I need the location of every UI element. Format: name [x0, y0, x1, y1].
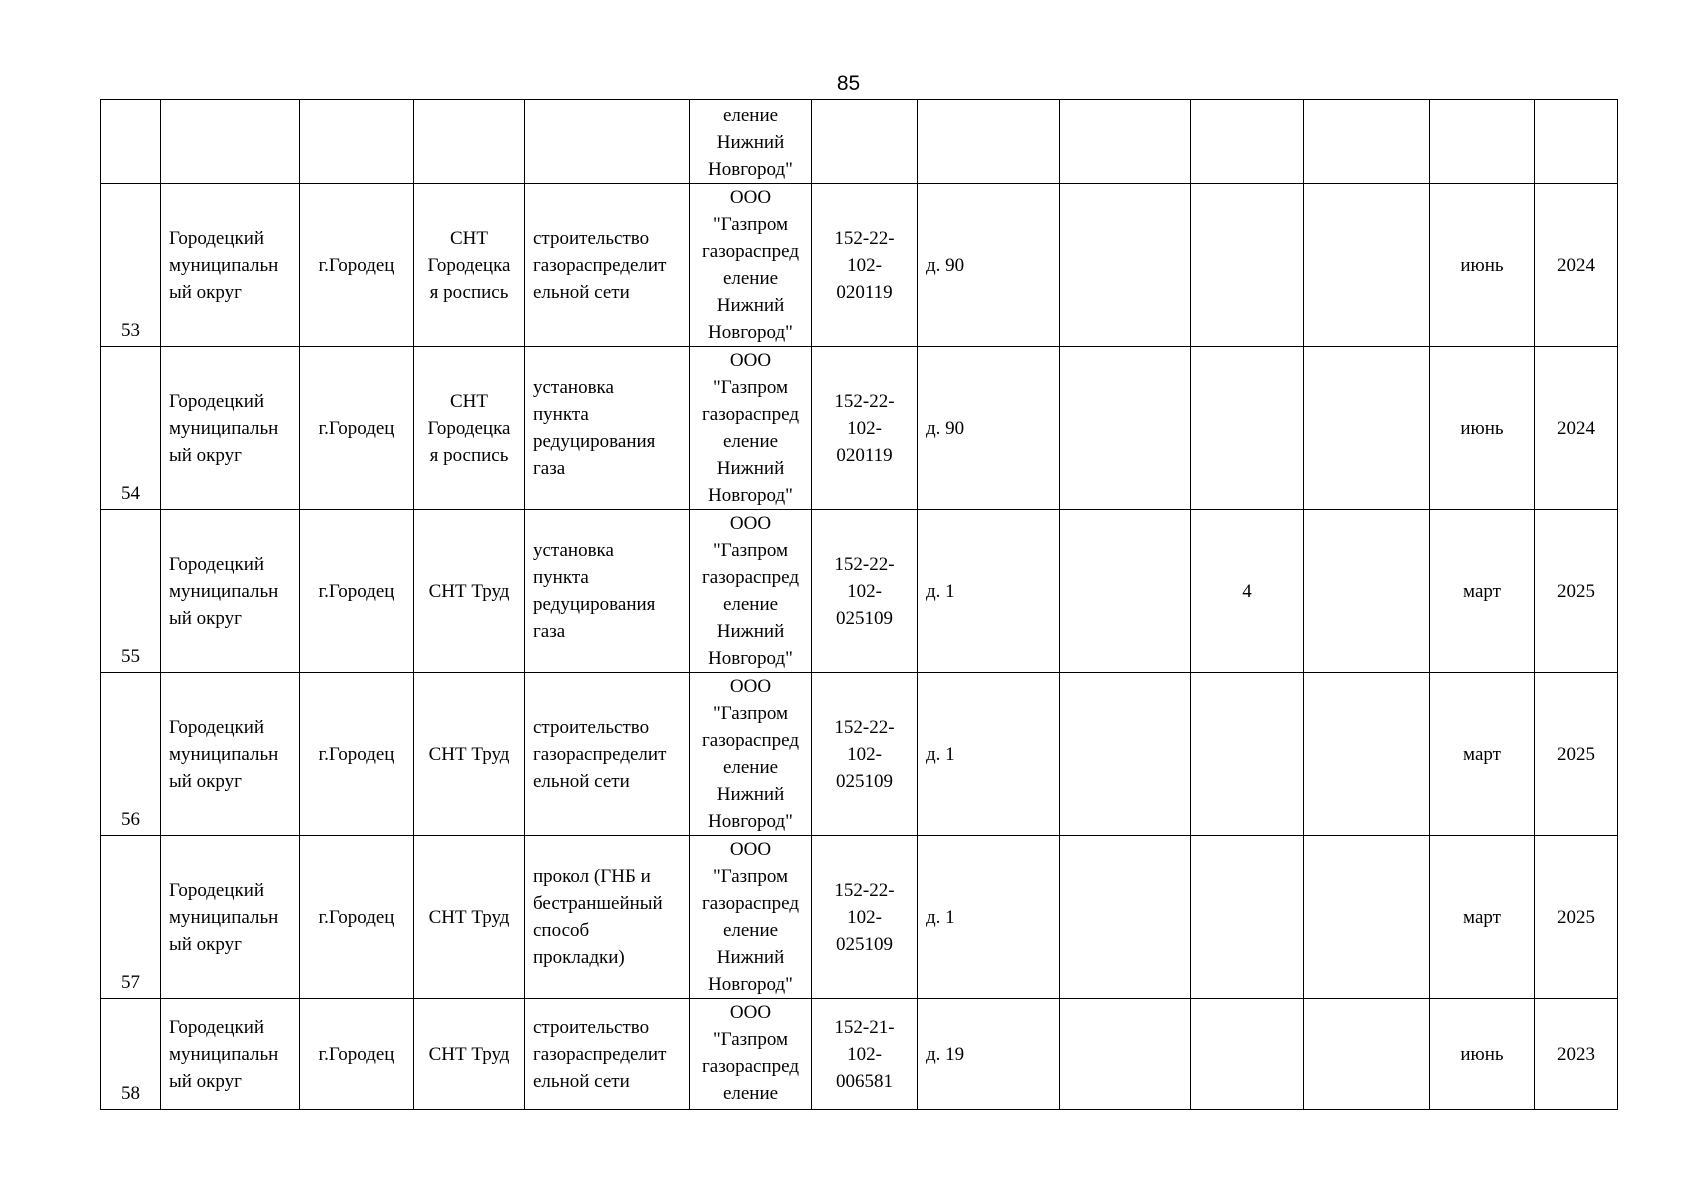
cell-blank-1 [1060, 673, 1191, 836]
cell-month: март [1430, 673, 1535, 836]
cell-blank-1 [1060, 999, 1191, 1110]
data-table [100, 99, 1618, 1110]
cell-year: 2025 [1535, 510, 1618, 673]
cell-district: Городецкий муниципальн ый округ [161, 999, 300, 1110]
cell-work: прокол (ГНБ и бестраншейный способ прокладки) [525, 836, 690, 999]
cell-object [414, 100, 525, 184]
cell-month: март [1430, 510, 1535, 673]
cell-org: ООО "Газпром газораспред еление Нижний Новгород" [690, 347, 812, 510]
cell-work [525, 100, 690, 184]
cell-num: 57 [101, 836, 161, 999]
cell-district: Городецкий муниципальн ый округ [161, 510, 300, 673]
cell-qty [1191, 184, 1304, 347]
cell-blank-2 [1191, 100, 1304, 184]
cell-month: март [1430, 836, 1535, 999]
cell-num: 55 [101, 510, 161, 673]
cell-qty: 4 [1191, 510, 1304, 673]
cell-work: строительство газораспределит ельной сети [525, 673, 690, 836]
cell-num: 54 [101, 347, 161, 510]
cell-year: 2024 [1535, 347, 1618, 510]
cell-work: установка пункта редуцирования газа [525, 510, 690, 673]
cell-blank-3 [1304, 673, 1430, 836]
cell-address: д. 19 [918, 999, 1060, 1110]
cell-code: 152-22- 102- 020119 [812, 184, 918, 347]
cell-address: д. 1 [918, 836, 1060, 999]
cell-address: д. 1 [918, 510, 1060, 673]
cell-work: строительство газораспределит ельной сети [525, 184, 690, 347]
cell-blank-1 [1060, 184, 1191, 347]
cell-blank-3 [1304, 999, 1430, 1110]
cell-city: г.Городец [300, 673, 414, 836]
cell-object: СНТ Труд [414, 510, 525, 673]
cell-blank-3 [1304, 347, 1430, 510]
cell-code [812, 100, 918, 184]
cell-blank-1 [1060, 836, 1191, 999]
cell-code: 152-22- 102- 025109 [812, 673, 918, 836]
cell-object: СНТ Труд [414, 999, 525, 1110]
table-row [101, 999, 1618, 1110]
cell-object: СНТ Городецка я роспись [414, 184, 525, 347]
cell-district: Городецкий муниципальн ый округ [161, 184, 300, 347]
cell-code: 152-21- 102- 006581 [812, 999, 918, 1110]
cell-year: 2025 [1535, 673, 1618, 836]
cell-district: Городецкий муниципальн ый округ [161, 347, 300, 510]
page-number: 85 [836, 72, 861, 95]
cell-city [300, 100, 414, 184]
cell-year: 2023 [1535, 999, 1618, 1110]
cell-num: 53 [101, 184, 161, 347]
table-row [101, 673, 1618, 836]
cell-city: г.Городец [300, 510, 414, 673]
cell-work: установка пункта редуцирования газа [525, 347, 690, 510]
table-row [101, 510, 1618, 673]
cell-object: СНТ Труд [414, 673, 525, 836]
cell-code: 152-22- 102- 020119 [812, 347, 918, 510]
cell-qty [1191, 836, 1304, 999]
cell-blank-3 [1304, 510, 1430, 673]
cell-address: д. 1 [918, 673, 1060, 836]
cell-month: июнь [1430, 184, 1535, 347]
cell-org: еление Нижний Новгород" [690, 100, 812, 184]
cell-month: июнь [1430, 999, 1535, 1110]
cell-object: СНТ Городецка я роспись [414, 347, 525, 510]
cell-org: ООО "Газпром газораспред еление [690, 999, 812, 1110]
cell-address: д. 90 [918, 184, 1060, 347]
cell-year [1535, 100, 1618, 184]
cell-district: Городецкий муниципальн ый округ [161, 836, 300, 999]
cell-qty [1191, 347, 1304, 510]
table-row [101, 347, 1618, 510]
cell-blank-1 [1060, 100, 1191, 184]
cell-city: г.Городец [300, 999, 414, 1110]
cell-org: ООО "Газпром газораспред еление Нижний Новгород" [690, 836, 812, 999]
table-row [101, 836, 1618, 999]
cell-blank-3 [1304, 184, 1430, 347]
cell-org: ООО "Газпром газораспред еление Нижний Новгород" [690, 673, 812, 836]
cell-object: СНТ Труд [414, 836, 525, 999]
cell-org: ООО "Газпром газораспред еление Нижний Новгород" [690, 510, 812, 673]
cell-city: г.Городец [300, 347, 414, 510]
cell-code: 152-22- 102- 025109 [812, 510, 918, 673]
cell-address: д. 90 [918, 347, 1060, 510]
table-row [101, 184, 1618, 347]
cell-blank-3 [1304, 836, 1430, 999]
cell-month: июнь [1430, 347, 1535, 510]
cell-org: ООО "Газпром газораспред еление Нижний Новгород" [690, 184, 812, 347]
cell-month [1430, 100, 1535, 184]
cell-year: 2024 [1535, 184, 1618, 347]
cell-district: Городецкий муниципальн ый округ [161, 673, 300, 836]
cell-code: 152-22- 102- 025109 [812, 836, 918, 999]
cell-qty [1191, 673, 1304, 836]
cell-blank-1 [1060, 510, 1191, 673]
cell-num [101, 100, 161, 184]
table-row-continued [101, 100, 1618, 184]
cell-district [161, 100, 300, 184]
cell-blank-3 [1304, 100, 1430, 184]
cell-qty [1191, 999, 1304, 1110]
cell-num: 56 [101, 673, 161, 836]
cell-work: строительство газораспределит ельной сети [525, 999, 690, 1110]
cell-year: 2025 [1535, 836, 1618, 999]
cell-blank-1 [1060, 347, 1191, 510]
cell-address [918, 100, 1060, 184]
cell-city: г.Городец [300, 836, 414, 999]
cell-num: 58 [101, 999, 161, 1110]
cell-city: г.Городец [300, 184, 414, 347]
